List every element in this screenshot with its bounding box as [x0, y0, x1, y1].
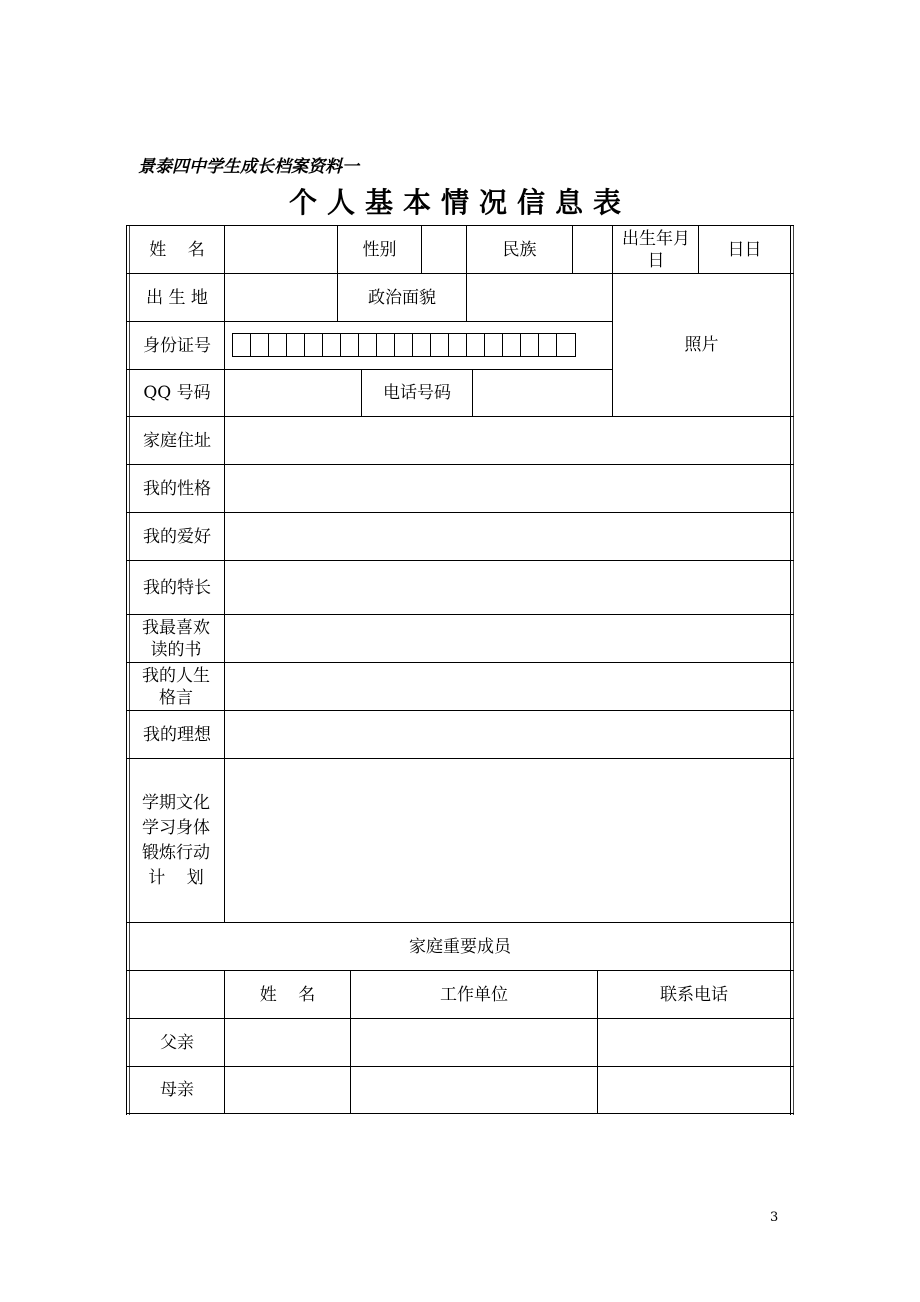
- document-subtitle: 景泰四中学生成长档案资料一: [138, 157, 359, 177]
- plan-field[interactable]: [225, 759, 790, 922]
- birth-date-value[interactable]: 日日: [727, 239, 762, 260]
- id-number-boxes[interactable]: [232, 333, 576, 357]
- specialty-label: 我的特长: [143, 577, 211, 598]
- mother-phone-field[interactable]: [598, 1067, 790, 1113]
- mother-work-field[interactable]: [351, 1067, 597, 1113]
- home-address-field[interactable]: [225, 417, 790, 464]
- father-label: 父亲: [160, 1032, 194, 1053]
- hobby-label: 我的爱好: [143, 526, 211, 547]
- ideal-label: 我的理想: [143, 724, 211, 745]
- father-work-field[interactable]: [351, 1019, 597, 1066]
- name-field[interactable]: [225, 226, 337, 273]
- phone-label: 电话号码: [383, 383, 451, 403]
- birth-date-label: 出生年月日: [622, 228, 690, 271]
- father-name-field[interactable]: [225, 1019, 350, 1066]
- qq-label: QQ 号码: [143, 383, 211, 403]
- father-phone-field[interactable]: [598, 1019, 790, 1066]
- gender-label: 性别: [362, 239, 397, 260]
- birthplace-label: 出 生 地: [146, 287, 208, 308]
- ideal-field[interactable]: [225, 711, 790, 758]
- family-work-header: 工作单位: [440, 984, 508, 1005]
- political-status-field[interactable]: [467, 274, 612, 321]
- plan-label: 学期文化学习身体锻炼行动计 划: [142, 792, 210, 888]
- ethnicity-label: 民族: [502, 239, 537, 260]
- home-address-label: 家庭住址: [143, 430, 211, 451]
- favorite-book-field[interactable]: [225, 615, 790, 662]
- name-label: 姓 名: [149, 239, 205, 260]
- family-phone-header: 联系电话: [660, 984, 728, 1005]
- family-section-heading: 家庭重要成员: [409, 936, 511, 957]
- ethnicity-field[interactable]: [573, 226, 612, 273]
- personality-label: 我的性格: [143, 478, 211, 499]
- political-status-label: 政治面貌: [368, 287, 436, 308]
- family-name-header: 姓 名: [259, 984, 316, 1005]
- photo-area[interactable]: 照片: [684, 335, 719, 355]
- form-title: 个人基本情况信息表: [288, 186, 631, 219]
- personality-field[interactable]: [225, 465, 790, 512]
- favorite-book-label: 我最喜欢读的书: [142, 617, 210, 660]
- mother-label: 母亲: [160, 1080, 194, 1100]
- phone-field[interactable]: [473, 370, 612, 416]
- mother-name-field[interactable]: [225, 1067, 350, 1113]
- motto-label: 我的人生格言: [142, 665, 210, 708]
- hobby-field[interactable]: [225, 513, 790, 560]
- specialty-field[interactable]: [225, 561, 790, 614]
- qq-field[interactable]: [225, 370, 361, 416]
- family-header-blank: [130, 971, 224, 1018]
- gender-field[interactable]: [422, 226, 466, 273]
- motto-field[interactable]: [225, 663, 790, 710]
- page-number: 3: [770, 1210, 779, 1225]
- birthplace-field[interactable]: [225, 274, 337, 321]
- id-number-label: 身份证号: [143, 335, 211, 356]
